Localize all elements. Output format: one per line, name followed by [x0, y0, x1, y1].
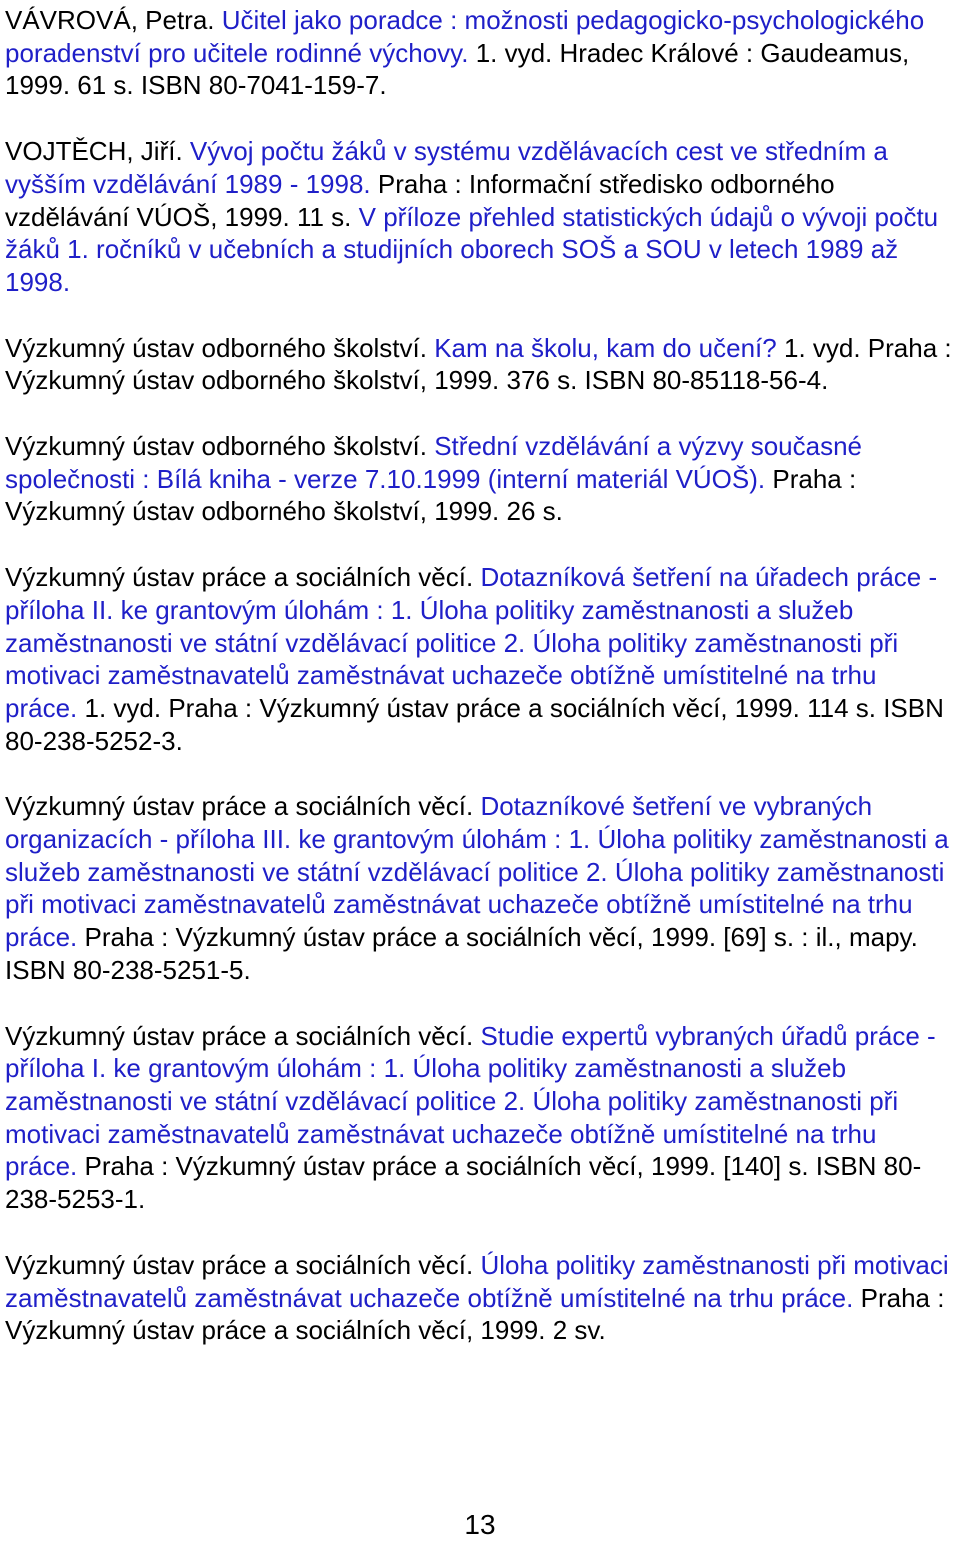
entry-title-link[interactable]: Studie expertů vybraných úřadů práce - příloha I. ke grantovým úlohám : 1. Úloha politiky zaměstnanosti a služeb zaměstnanosti ve státní vzdělávací politice 2. Úloha politiky zaměstnanosti při motivaci zaměstnavatelů zaměstnávat uchazeče obtížně umístitelné na trhu práce. — [5, 1020, 936, 1182]
entry-details: Praha : Výzkumný ústav práce a sociálních věcí, 1999. [69] s. : il., mapy. ISBN 80-238-5251-5. — [5, 922, 918, 985]
bibliography-entry — [5, 4, 955, 102]
entry-details: 1. vyd. Hradec Králové : Gaudeamus, 1999. 61 s. ISBN 80-7041-159-7. — [5, 37, 910, 101]
bibliography-entry — [5, 332, 955, 397]
bibliography-entry — [5, 1020, 955, 1216]
bibliography-entry — [5, 561, 955, 757]
entry-title-link[interactable]: Úloha politiky zaměstnanosti při motivaci zaměstnavatelů zaměstnávat uchazeče obtížně umístitelné na trhu práce. — [5, 1249, 949, 1313]
entry-author: Výzkumný ústav práce a sociálních věcí. — [5, 1020, 474, 1051]
entry-details: 1. vyd. Praha : Výzkumný ústav práce a sociálních věcí, 1999. 114 s. ISBN 80-238-5252-3. — [5, 692, 944, 756]
entry-title-link[interactable]: Dotazníkové šetření ve vybraných organizacích - příloha III. ke grantovým úlohám : 1. Úloha politiky zaměstnanosti a služeb zaměstnanosti ve státní vzdělávací politice 2. Úloha politiky zaměstnanosti při motivaci zaměstnavatelů zaměstnávat uchazeče obtížně umístitelné na trhu práce. — [5, 791, 949, 953]
entry-details: Praha : Výzkumný ústav práce a sociálních věcí, 1999. 2 sv. — [5, 1282, 945, 1346]
bibliography-entry — [5, 430, 955, 528]
bibliography-entry — [5, 790, 955, 986]
page-number: 13 — [464, 1509, 496, 1540]
entry-author: VOJTĚCH, Jiří. — [5, 136, 183, 167]
entry-author: Výzkumný ústav práce a sociálních věcí. — [5, 1249, 474, 1280]
entry-details: 1. vyd. Praha : Výzkumný ústav odborného školství, 1999. 376 s. ISBN 80-85118-56-4. — [5, 332, 952, 396]
entry-title-link[interactable]: Učitel jako poradce : možnosti pedagogicko-psychologického poradenství pro učitele rodinné výchovy. — [5, 5, 925, 68]
entry-title-link[interactable]: Dotazníková šetření na úřadech práce - příloha II. ke grantovým úlohám : 1. Úloha politiky zaměstnanosti a služeb zaměstnanosti ve státní vzdělávací politice 2. Úloha politiky zaměstnanosti při motivaci zaměstnavatelů zaměstnávat uchazeče obtížně umístitelné na trhu práce. — [5, 562, 938, 723]
entry-author: Výzkumný ústav odborného školství. — [5, 332, 427, 363]
entry-details: Praha : Informační středisko odborného vzdělávání VÚOŠ, 1999. 11 s. — [5, 168, 835, 232]
entry-author: VÁVROVÁ, Petra. — [5, 5, 215, 35]
bibliography-page — [5, 4, 955, 1380]
entry-author: Výzkumný ústav práce a sociálních věcí. — [5, 562, 474, 593]
entry-details: Praha : Výzkumný ústav odborného školství, 1999. 26 s. — [5, 463, 857, 527]
entry-details: Praha : Výzkumný ústav práce a sociálních věcí, 1999. [140] s. ISBN 80-238-5253-1. — [5, 1151, 922, 1215]
bibliography-entry — [5, 135, 955, 299]
entry-subtitle-link[interactable]: V příloze přehled statistických údajů o vývoji počtu žáků 1. ročníků v učebních a studijních oborech SOŠ a SOU v letech 1989 až 1998. — [5, 201, 939, 297]
entry-author: Výzkumný ústav odborného školství. — [5, 431, 427, 462]
entry-title-link[interactable]: Kam na školu, kam do učení? — [434, 332, 777, 363]
bibliography-entry — [5, 1249, 955, 1347]
entry-title-link[interactable]: Vývoj počtu žáků v systému vzdělávacích cest ve středním a vyšším vzdělávání 1989 - 1998. — [5, 136, 888, 199]
entry-title-link[interactable]: Střední vzdělávání a výzvy současné společnosti : Bílá kniha - verze 7.10.1999 (interní materiál VÚOŠ). — [5, 431, 862, 494]
entry-author: Výzkumný ústav práce a sociálních věcí. — [5, 791, 474, 822]
